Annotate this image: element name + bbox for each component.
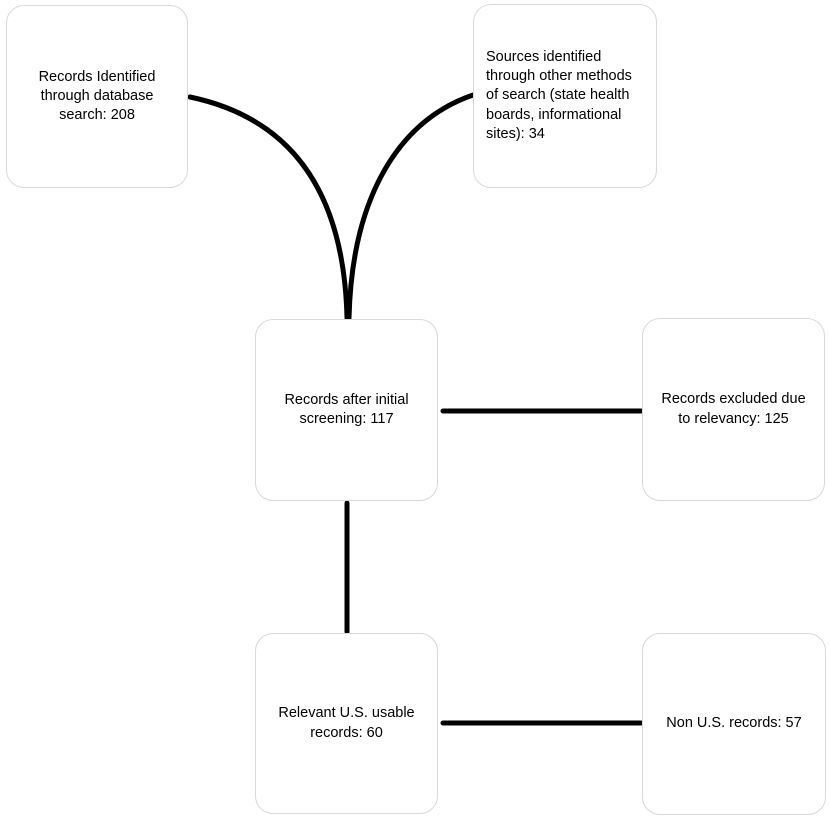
node-records-excluded-relevancy [642,318,825,501]
node-label: Sources identified through other methods of search (state health boards, informational sites): 34 [486,49,632,142]
connector-other-sources-to-screening [349,95,473,318]
node-label: Records after initial screening: 117 [284,391,409,427]
node-records-after-initial-screening [255,319,438,501]
node-label: Non U.S. records: 57 [666,715,802,732]
node-label: Records excluded due to relevancy: 125 [661,391,806,427]
node-records-identified-database [6,5,188,188]
node-sources-identified-other-methods [473,4,657,188]
node-relevant-us-usable-records [255,633,438,814]
node-non-us-records [642,633,826,815]
connector-db-search-to-screening [190,97,347,318]
node-label: Relevant U.S. usable records: 60 [278,705,415,741]
node-label: Records Identified through database search: 208 [38,68,156,124]
